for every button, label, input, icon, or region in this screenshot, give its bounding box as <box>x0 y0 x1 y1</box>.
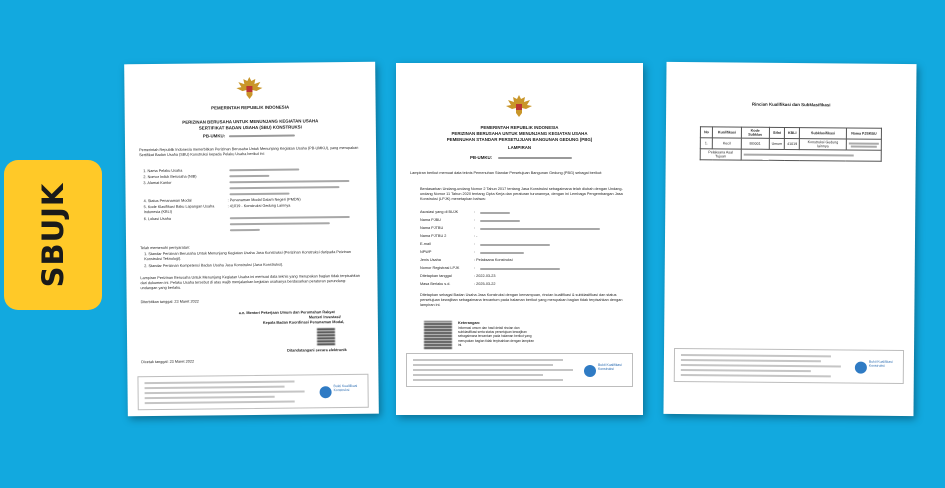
qr-note-text: Informasi umum dan hasil detail rincian dan subklasifikasi serta status persetujuan kewajiban sebagaimana tercantum pada halaman berikut yang merupakan bagian tidak terpisahkan dengan lampiran ini. <box>458 326 535 347</box>
value-redacted-3c <box>230 193 290 196</box>
cell-footer-label: Pelaksana Asal Tujuan <box>700 149 741 160</box>
issued-date: Diterbitkan tanggal: 23 Maret 2022 <box>140 299 199 305</box>
signatory-line-1: a.n. Menteri Pekerjaan Umum dan Perumahan Rakyat <box>238 310 335 316</box>
value-redacted-1 <box>229 168 299 171</box>
closing-text: Ditetapkan sebagai Badan Usaha Jasa Konstruksi dengan kemampuan, rincian kualifikasi & subklasifikasi dan status persetujuan kewajiban sebagaimana tercantum pada halaman berikut yang merupakan bagian tidak terpisahkan dengan lampiran ini. <box>420 293 623 307</box>
signed-electronically: Ditandatangani secara elektronik <box>287 348 347 353</box>
field-valid-until: Masa Berlaku s.d. <box>420 282 451 286</box>
permit-title: PERIZINAN BERUSAHA UNTUK MENUNJANG KEGIATAN USAHA <box>451 131 588 136</box>
kbli-value: : 41019 - Konstruksi Gedung Lainnya <box>227 203 291 209</box>
value-valid-until: : 2025-03-22 <box>474 282 496 286</box>
pb-number-label: PB-UMKU: <box>202 133 226 139</box>
value-npwp: : <box>474 250 476 254</box>
certificate-page-2 <box>396 63 643 415</box>
value-redacted-registration <box>480 268 560 270</box>
value-set-date: : 2022-03-23 <box>474 274 496 278</box>
cell-subclass-code: BG001 <box>741 138 769 149</box>
pb-number-label: PB-UMKU: <box>470 155 493 160</box>
value-redacted-6b <box>230 222 330 225</box>
intro-text: Pemerintah Republik Indonesia menerbitkan Perizinan Berusaha Untuk Menunjang Kegiatan Usaha (PB-UMKU), yang merupakan Sertifikat Badan Usaha (SBU) Konstruksi kepada Pelaku Usaha berikut ini: <box>139 145 359 158</box>
field-2: 2. Nomor Induk Berusaha (NIB) <box>143 174 197 180</box>
value-redacted-6a <box>230 216 350 219</box>
footer-box <box>137 374 368 410</box>
table-footer-row <box>700 149 881 162</box>
printed-date: Dicetak tanggal: 23 Maret 2022 <box>141 359 195 365</box>
value-redacted-association <box>480 212 510 214</box>
closing-text: Lampiran Perizinan Berusaha Untuk Menunjang Kegiatan Usaha ini memuat data teknis yang merupakan bagian tidak terpisahkan dari dokumen ini. Pelaku Usaha tersebut di atas wajib menjalankan kegiatan usahanya berdasarkan peraturan perundang-undangan yang berlaku. <box>140 273 360 291</box>
value-registration: : <box>474 266 476 270</box>
signatory-line-3: Kepala Badan Koordinasi Penanaman Modal, <box>262 320 345 325</box>
header-qualification: Kualifikasi <box>713 127 742 138</box>
cell-pjskbu <box>846 139 881 150</box>
permit-subtitle: PEMENUHAN STANDAR PERSETUJUAN BANGUNAN GEDUNG (PBG) <box>446 137 593 142</box>
value-pjtbu-2: : - <box>474 234 478 238</box>
footer-box <box>406 353 633 387</box>
field-4: 4. Status Penanaman Modal <box>143 198 192 204</box>
value-pjbu: : <box>474 218 476 222</box>
field-3: 3. Alamat Kantor <box>143 180 172 186</box>
note-2: 2. Standar Perizinan Kompetensi Badan Usaha Jasa Konstruksi (Jasa Konstruksi). <box>144 262 284 269</box>
field-1: 1. Nama Pelaku Usaha <box>143 168 183 174</box>
sbujk-tab <box>4 160 102 310</box>
lpjk-logo-icon: Bukti Kualifikasi Konstruksi <box>855 360 895 376</box>
cell-subclassification: Konstruksi Gedung lainnya <box>800 139 847 150</box>
gov-heading: PEMERINTAH REPUBLIK INDONESIA <box>480 125 559 130</box>
signatory-line-2: Menteri Investasi/ <box>308 315 341 320</box>
verification-qr-icon <box>424 321 452 349</box>
value-email: : <box>474 242 476 246</box>
field-pjtbu: Nama PJTBU <box>420 226 444 230</box>
notes-title: Telah memenuhi persyaratan: <box>140 245 191 251</box>
field-5: 5. Kode Klasifikasi Baku Lapangan Usaha Indonesia (KBLI) <box>143 204 215 215</box>
cell-nature: Umum <box>769 138 785 149</box>
permit-subtitle: SERTIFIKAT BADAN USAHA (SBU) KONSTRUKSI <box>198 124 302 131</box>
gov-heading: PEMERINTAH REPUBLIK INDONESIA <box>211 104 290 111</box>
qualification-table <box>700 126 882 162</box>
certificate-page-1 <box>124 62 379 417</box>
value-pjtbu: : <box>474 226 476 230</box>
garuda-emblem-icon <box>235 75 263 101</box>
pb-number-redacted <box>498 157 572 159</box>
value-redacted-3b <box>229 186 339 189</box>
field-npwp: NPWP <box>420 250 432 254</box>
field-email: E-mail <box>420 242 431 246</box>
value-redacted-6c <box>230 229 260 231</box>
certificate-page-3 <box>663 62 916 416</box>
lpjk-logo-icon: Bukti Kualifikasi Konstruksi <box>584 363 624 379</box>
intro-text: Lampiran berikut memuat data teknis Pemenuhan Standar Persetujuan Bangunan Gedung (PBG) sebagai berikut: <box>410 171 603 175</box>
value-redacted-pjtbu <box>480 228 600 230</box>
field-registration: Nomor Registrasi LPJK <box>420 266 460 270</box>
lpjk-logo-icon: Bukti Kualifikasi Konstruksi <box>320 384 360 400</box>
field-pjbu: Nama PJBU <box>420 218 441 222</box>
cell-no: 1. <box>700 138 712 149</box>
signature-qr-icon <box>317 327 335 345</box>
garuda-emblem-icon <box>505 93 533 119</box>
value-business-type: : Pelaksana Konstruksi <box>474 258 513 262</box>
permit-title: PERIZINAN BERUSAHA UNTUK MENUNJANG KEGIATAN USAHA <box>182 118 319 125</box>
header-nature: Sifat <box>769 127 785 138</box>
note-1: 1. Standar Perizinan Berusaha Untuk Menunjang Kegiatan Usaha Jasa Konstruksi (Perizinan Konstruksi daripada Peizinan Konstruksi Teknologi). <box>144 249 352 262</box>
body-text: Berdasarkan Undang-undang Nomor 2 Tahun 2017 tentang Jasa Konstruksi sebagaimana telah diubah dengan Undang-undang Nomor 11 Tahun 2020 tentang Cipta Kerja dan peraturan turunannya, dengan ini Lembaga Pengembangan Jasa Konstruksi (LPJK) menetapkan bahwa: <box>420 187 623 201</box>
value-redacted-2 <box>229 175 269 177</box>
qr-note-title: Keterangan: <box>458 321 481 325</box>
header-pjskbu: Nama PJSKBU <box>846 128 881 139</box>
value-redacted-3a <box>229 180 349 183</box>
header-no: No <box>700 127 712 138</box>
header-subclassification: Subklasifikasi <box>800 128 847 139</box>
header-kbli: KBLI <box>785 127 800 138</box>
field-pjtbu-2: Nama PJTBU 2 <box>420 234 447 238</box>
footer-box <box>674 348 904 384</box>
qualification-title: Rincian Kualifikasi dan Subklasifikasi <box>751 101 831 108</box>
value-redacted-npwp <box>480 252 524 254</box>
header-subclass-code: Kode Subklas <box>741 127 769 138</box>
sbujk-tab-label: SBUJK <box>36 182 70 288</box>
field-6: 6. Lokasi Usaha <box>143 216 172 222</box>
value-association: : <box>474 210 476 214</box>
cell-footer-value <box>741 149 881 161</box>
field-set-date: Ditetapkan tanggal <box>420 274 452 278</box>
value-redacted-pjbu <box>480 220 520 222</box>
pm-value: : Penanaman Modal Dalam Negeri (PMDN) <box>227 197 301 203</box>
pb-number-redacted <box>229 135 295 138</box>
cell-kbli: 41019 <box>785 138 800 149</box>
field-association: Asosiasi yang di BUJK <box>420 210 459 214</box>
field-business-type: Jenis Usaha <box>420 258 441 262</box>
cell-qualification: Kecil <box>712 138 741 149</box>
value-redacted-email <box>480 244 550 246</box>
annex-title: LAMPIRAN <box>507 145 532 150</box>
